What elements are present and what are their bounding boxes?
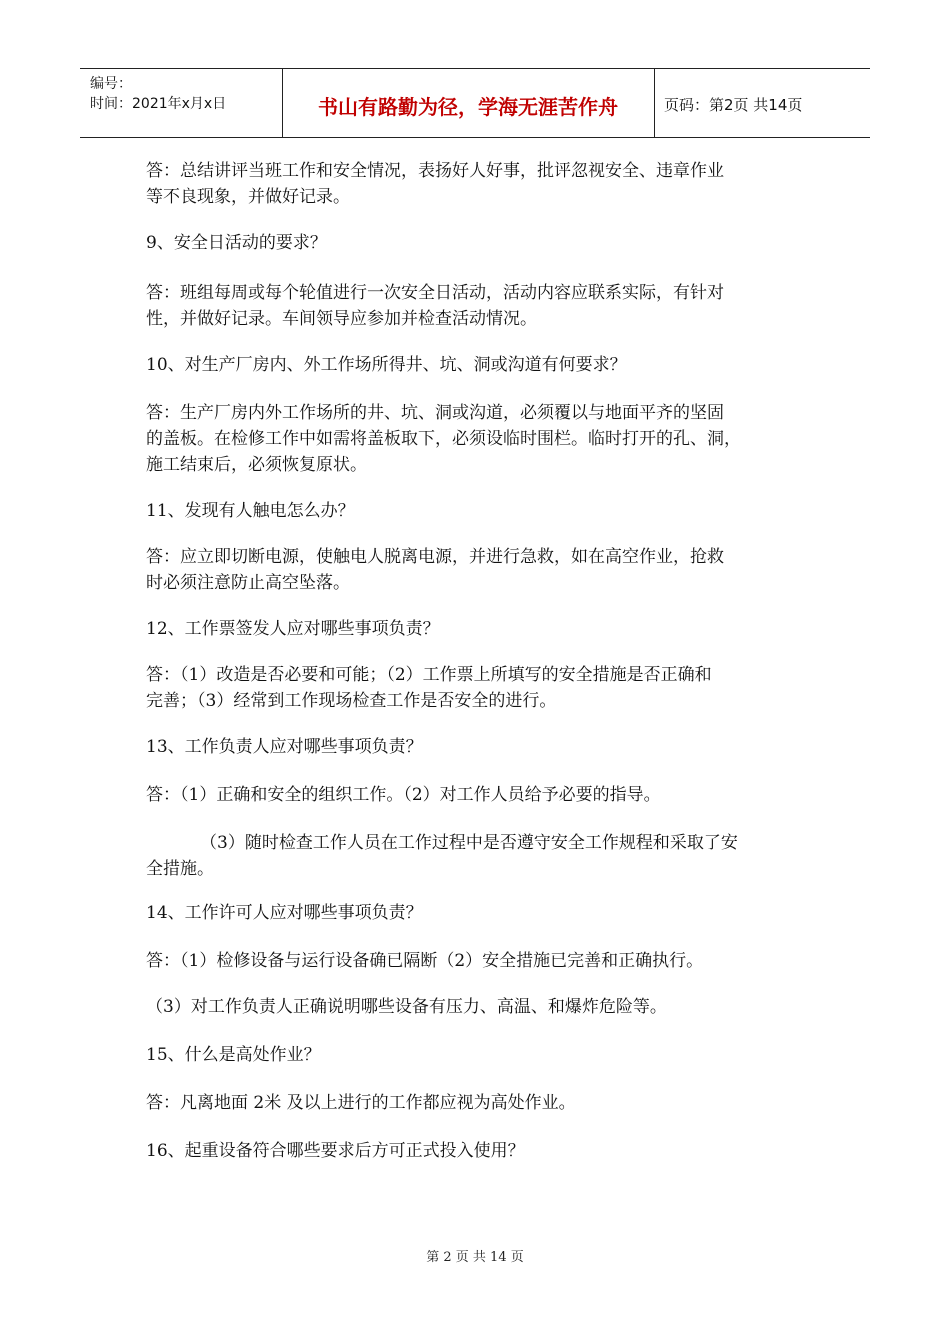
paragraph xyxy=(146,734,423,760)
paragraph xyxy=(146,830,738,882)
paragraph-line: 等不良现象，并做好记录。 xyxy=(146,187,350,207)
paragraph-line: 14、工作许可人应对哪些事项负责？ xyxy=(146,903,423,923)
header-motto-cell xyxy=(282,69,655,137)
paragraph xyxy=(146,230,327,256)
paragraph-line: 15、什么是高处作业？ xyxy=(146,1045,321,1065)
paragraph-line: 9、安全日活动的要求？ xyxy=(146,233,327,253)
paragraph-line: 答：班组每周或每个轮值进行一次安全日活动，活动内容应联系实际，有针对 xyxy=(146,283,724,303)
paragraph-line: 10、对生产厂房内、外工作场所得井、坑、洞或沟道有何要求？ xyxy=(146,355,627,375)
paragraph xyxy=(146,352,627,378)
paragraph xyxy=(146,994,667,1020)
paragraph-line: 全措施。 xyxy=(146,859,214,879)
header-page-cell xyxy=(654,69,870,137)
header-info-cell xyxy=(80,69,283,137)
paragraph xyxy=(146,1042,321,1068)
paragraph-line: 时必须注意防止高空坠落。 xyxy=(146,573,350,593)
paragraph-line: 16、起重设备符合哪些要求后方可正式投入使用？ xyxy=(146,1141,525,1161)
paragraph-line: 13、工作负责人应对哪些事项负责？ xyxy=(146,737,423,757)
paragraph-line: 答：总结讲评当班工作和安全情况，表扬好人好事，批评忽视安全、违章作业 xyxy=(146,161,724,181)
paragraph-line: 答：生产厂房内外工作场所的井、坑、洞或沟道，必须覆以与地面平齐的坚固 xyxy=(146,403,724,423)
paragraph-line: （3）随时检查工作人员在工作过程中是否遵守安全工作规程和采取了安 xyxy=(200,833,738,853)
document-time-label: 时间：2021年x月x日 xyxy=(90,96,227,112)
paragraph-line: 12、工作票签发人应对哪些事项负责？ xyxy=(146,619,440,639)
paragraph-line: 完善；（3）经常到工作现场检查工作是否安全的进行。 xyxy=(146,691,557,711)
paragraph xyxy=(146,544,724,596)
paragraph xyxy=(146,158,724,210)
page-header xyxy=(80,68,870,138)
paragraph xyxy=(146,662,712,714)
paragraph xyxy=(146,400,741,478)
paragraph xyxy=(146,498,355,524)
header-motto: 书山有路勤为径，学海无涯苦作舟 xyxy=(318,95,618,119)
paragraph xyxy=(146,280,724,332)
paragraph xyxy=(146,948,703,974)
paragraph xyxy=(146,1090,576,1116)
document-number-label: 编号： xyxy=(90,76,132,92)
page-footer: 第 2 页 共 14 页 xyxy=(426,1250,524,1265)
paragraph xyxy=(146,900,423,926)
paragraph-line: 11、发现有人触电怎么办？ xyxy=(146,501,355,521)
paragraph-line: 答：应立即切断电源，使触电人脱离电源，并进行急救，如在高空作业，抢救 xyxy=(146,547,724,567)
paragraph xyxy=(146,782,661,808)
paragraph-line: 施工结束后，必须恢复原状。 xyxy=(146,455,367,475)
paragraph xyxy=(146,616,440,642)
paragraph-line: （3）对工作负责人正确说明哪些设备有压力、高温、和爆炸危险等。 xyxy=(146,997,667,1017)
paragraph-line: 答：（1）改造是否必要和可能；（2）工作票上所填写的安全措施是否正确和 xyxy=(146,665,712,685)
paragraph xyxy=(146,1138,525,1164)
paragraph-line: 性，并做好记录。车间领导应参加并检查活动情况。 xyxy=(146,309,537,329)
paragraph-line: 答：（1）检修设备与运行设备确已隔断（2）安全措施已完善和正确执行。 xyxy=(146,951,704,971)
header-page-code: 页码：第2页 共14页 xyxy=(664,96,803,114)
paragraph-line: 答：（1）正确和安全的组织工作。（2）对工作人员给予必要的指导。 xyxy=(146,785,661,805)
paragraph-line: 的盖板。在检修工作中如需将盖板取下，必须设临时围栏。临时打开的孔、洞， xyxy=(146,429,741,449)
paragraph-line: 答：凡离地面 2米 及以上进行的工作都应视为高处作业。 xyxy=(146,1093,576,1113)
